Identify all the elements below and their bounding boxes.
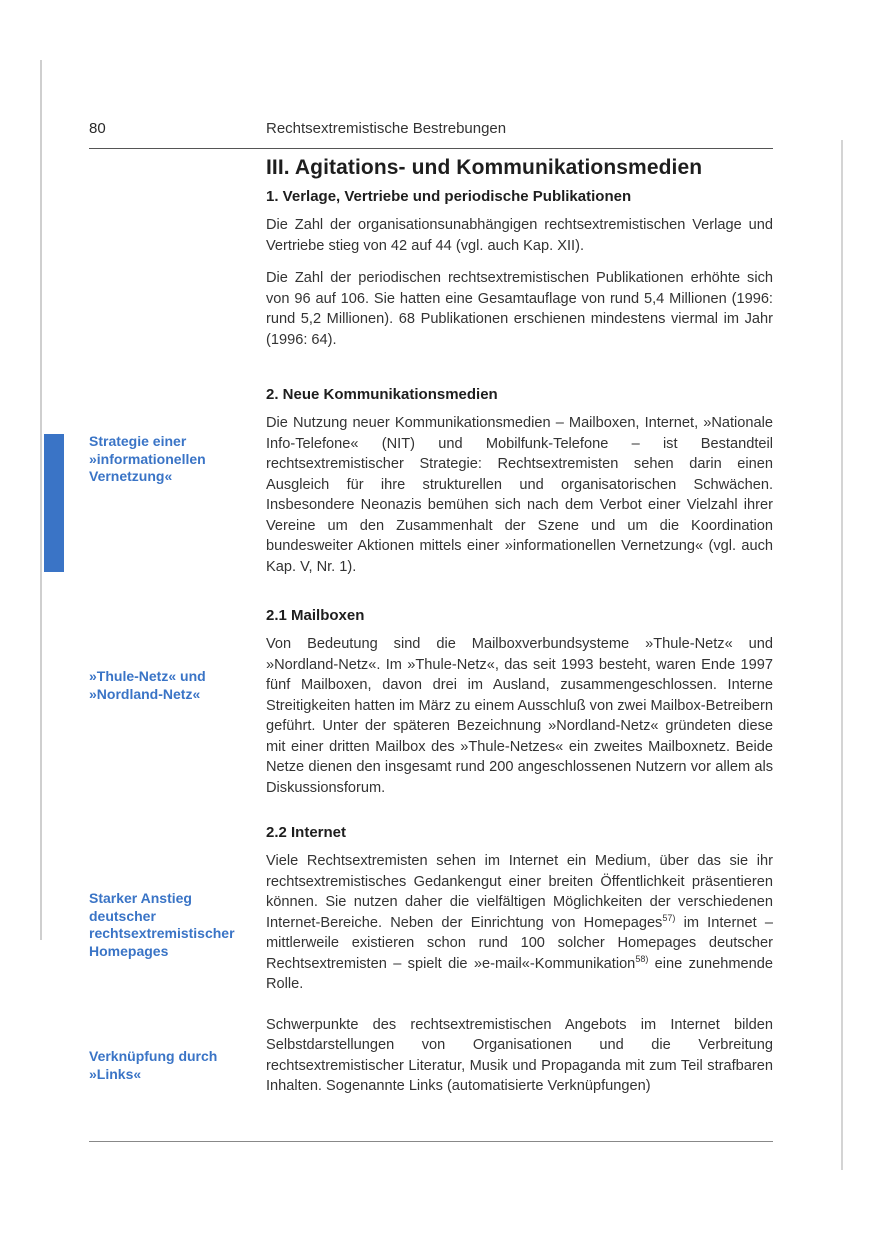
- subsection-2-1-title: 2.1 Mailboxen: [266, 607, 365, 624]
- scan-right-edge: [841, 140, 843, 1170]
- scan-left-edge: [40, 60, 42, 940]
- section-title: III. Agitations- und Kommunikationsmedien: [266, 156, 703, 179]
- subsection-1-title: 1. Verlage, Vertriebe und periodische Publikationen: [266, 188, 632, 205]
- margin-note-links: Verknüpfung durch »Links«: [89, 1048, 218, 1082]
- margin-note-thule: »Thule-Netz« und »Nordland-Netz«: [89, 668, 206, 702]
- internet-text-a: Viele Rechtsextremisten sehen im Internet ein Medium, über das sie ihr rechtsextremistisches Gedankengut einer breiten Öffentlichkeit präsentieren können. Sie nutzen daher die vielfältigen Möglichkeiten der verschiedenen Internet-Bereiche. Neben der Einrichtung von Homepages: [266, 853, 773, 931]
- margin-note-homepages: Starker Anstieg deutscher rechtsextremistischer Homepages: [89, 890, 235, 959]
- footnote-ref-58: 58): [635, 953, 649, 964]
- running-head: Rechtsextremistische Bestrebungen: [266, 120, 507, 137]
- subsection-2-2-title: 2.2 Internet: [266, 824, 347, 841]
- subsection-1-paragraph-1: Die Zahl der organisationsunabhängigen rechtsextremistischen Verlage und Vertriebe stieg von 42 auf 44 (vgl. auch Kap. XII).: [266, 217, 773, 254]
- subsection-2-1-paragraph-1: Von Bedeutung sind die Mailboxverbundsysteme »Thule-Netz« und »Nordland-Netz«. Im »Thule-Netz«, das seit 1993 besteht, waren Ende 1997 fünf Mailboxen, davon drei im Ausland, zusammengeschlossen. Interne Streitigkeiten hatten im März zu einem Ausschluß von zwei Mailbox-Betreibern geführt. Unter der späteren Bezeichnung »Nordland-Netz« gründeten diese mit einer dritten Mailbox des »Thule-Netzes« ein zweites Mailboxnetz. Beide Netze dienen den insgesamt rund 200 angeschlossenen Nutzern vor allem als Diskussionsforum.: [266, 636, 773, 796]
- internet-text-b: im Internet – mittlerweile existieren schon rund 100 solcher Homepages deutscher Rechtsextremisten – spielt die »e-mail«-Kommunikation: [266, 914, 773, 972]
- footer-rule: [89, 1141, 773, 1142]
- blue-margin-bar: [44, 434, 64, 572]
- subsection-2-2-paragraph-1: [266, 851, 773, 995]
- page-header: [89, 118, 773, 149]
- margin-note-strategy: Strategie einer »informationellen Vernetzung«: [89, 433, 206, 484]
- page-number: 80: [89, 120, 106, 137]
- subsection-2-paragraph-1: Die Nutzung neuer Kommunikationsmedien – Mailboxen, Internet, »Nationale Info-Telefone« (NIT) und Mobilfunk-Telefone – ist Bestandteil rechtsextremistischer Strategie: Rechtsextremisten sehen darin einen Ausgleich für ihre strukturellen und organisatorischen Schwächen. Insbesondere Neonazis bemühen sich nach dem Verbot einer Vielzahl ihrer Vereine um den Zusammenhalt der Szene und um die Koordination bundesweiter Aktionen mittels einer »informationellen Vernetzung« (vgl. auch Kap. V, Nr. 1).: [266, 415, 773, 575]
- subsection-1-paragraph-2: Die Zahl der periodischen rechtsextremistischen Publikationen erhöhte sich von 96 auf 106. Sie hatten eine Gesamtauflage von rund 5,4 Millionen (1996: rund 5,2 Millionen). 68 Publikationen erschienen mindestens viermal im Jahr (1996: 64).: [266, 270, 773, 348]
- footnote-ref-57: 57): [662, 912, 676, 923]
- main-content: [266, 156, 773, 1097]
- subsection-2-title: 2. Neue Kommunikationsmedien: [266, 386, 498, 403]
- subsection-2-2-paragraph-2: Schwerpunkte des rechtsextremistischen Angebots im Internet bilden Selbstdarstellungen von Organisationen und die Verbreitung rechtsextremistischer Literatur, Musik und Propaganda mit zum Teil strafbaren Inhalten. Sogenannte Links (automatisierte Verknüpfungen): [266, 1016, 773, 1094]
- internet-text-c: eine zunehmende Rolle.: [266, 955, 773, 992]
